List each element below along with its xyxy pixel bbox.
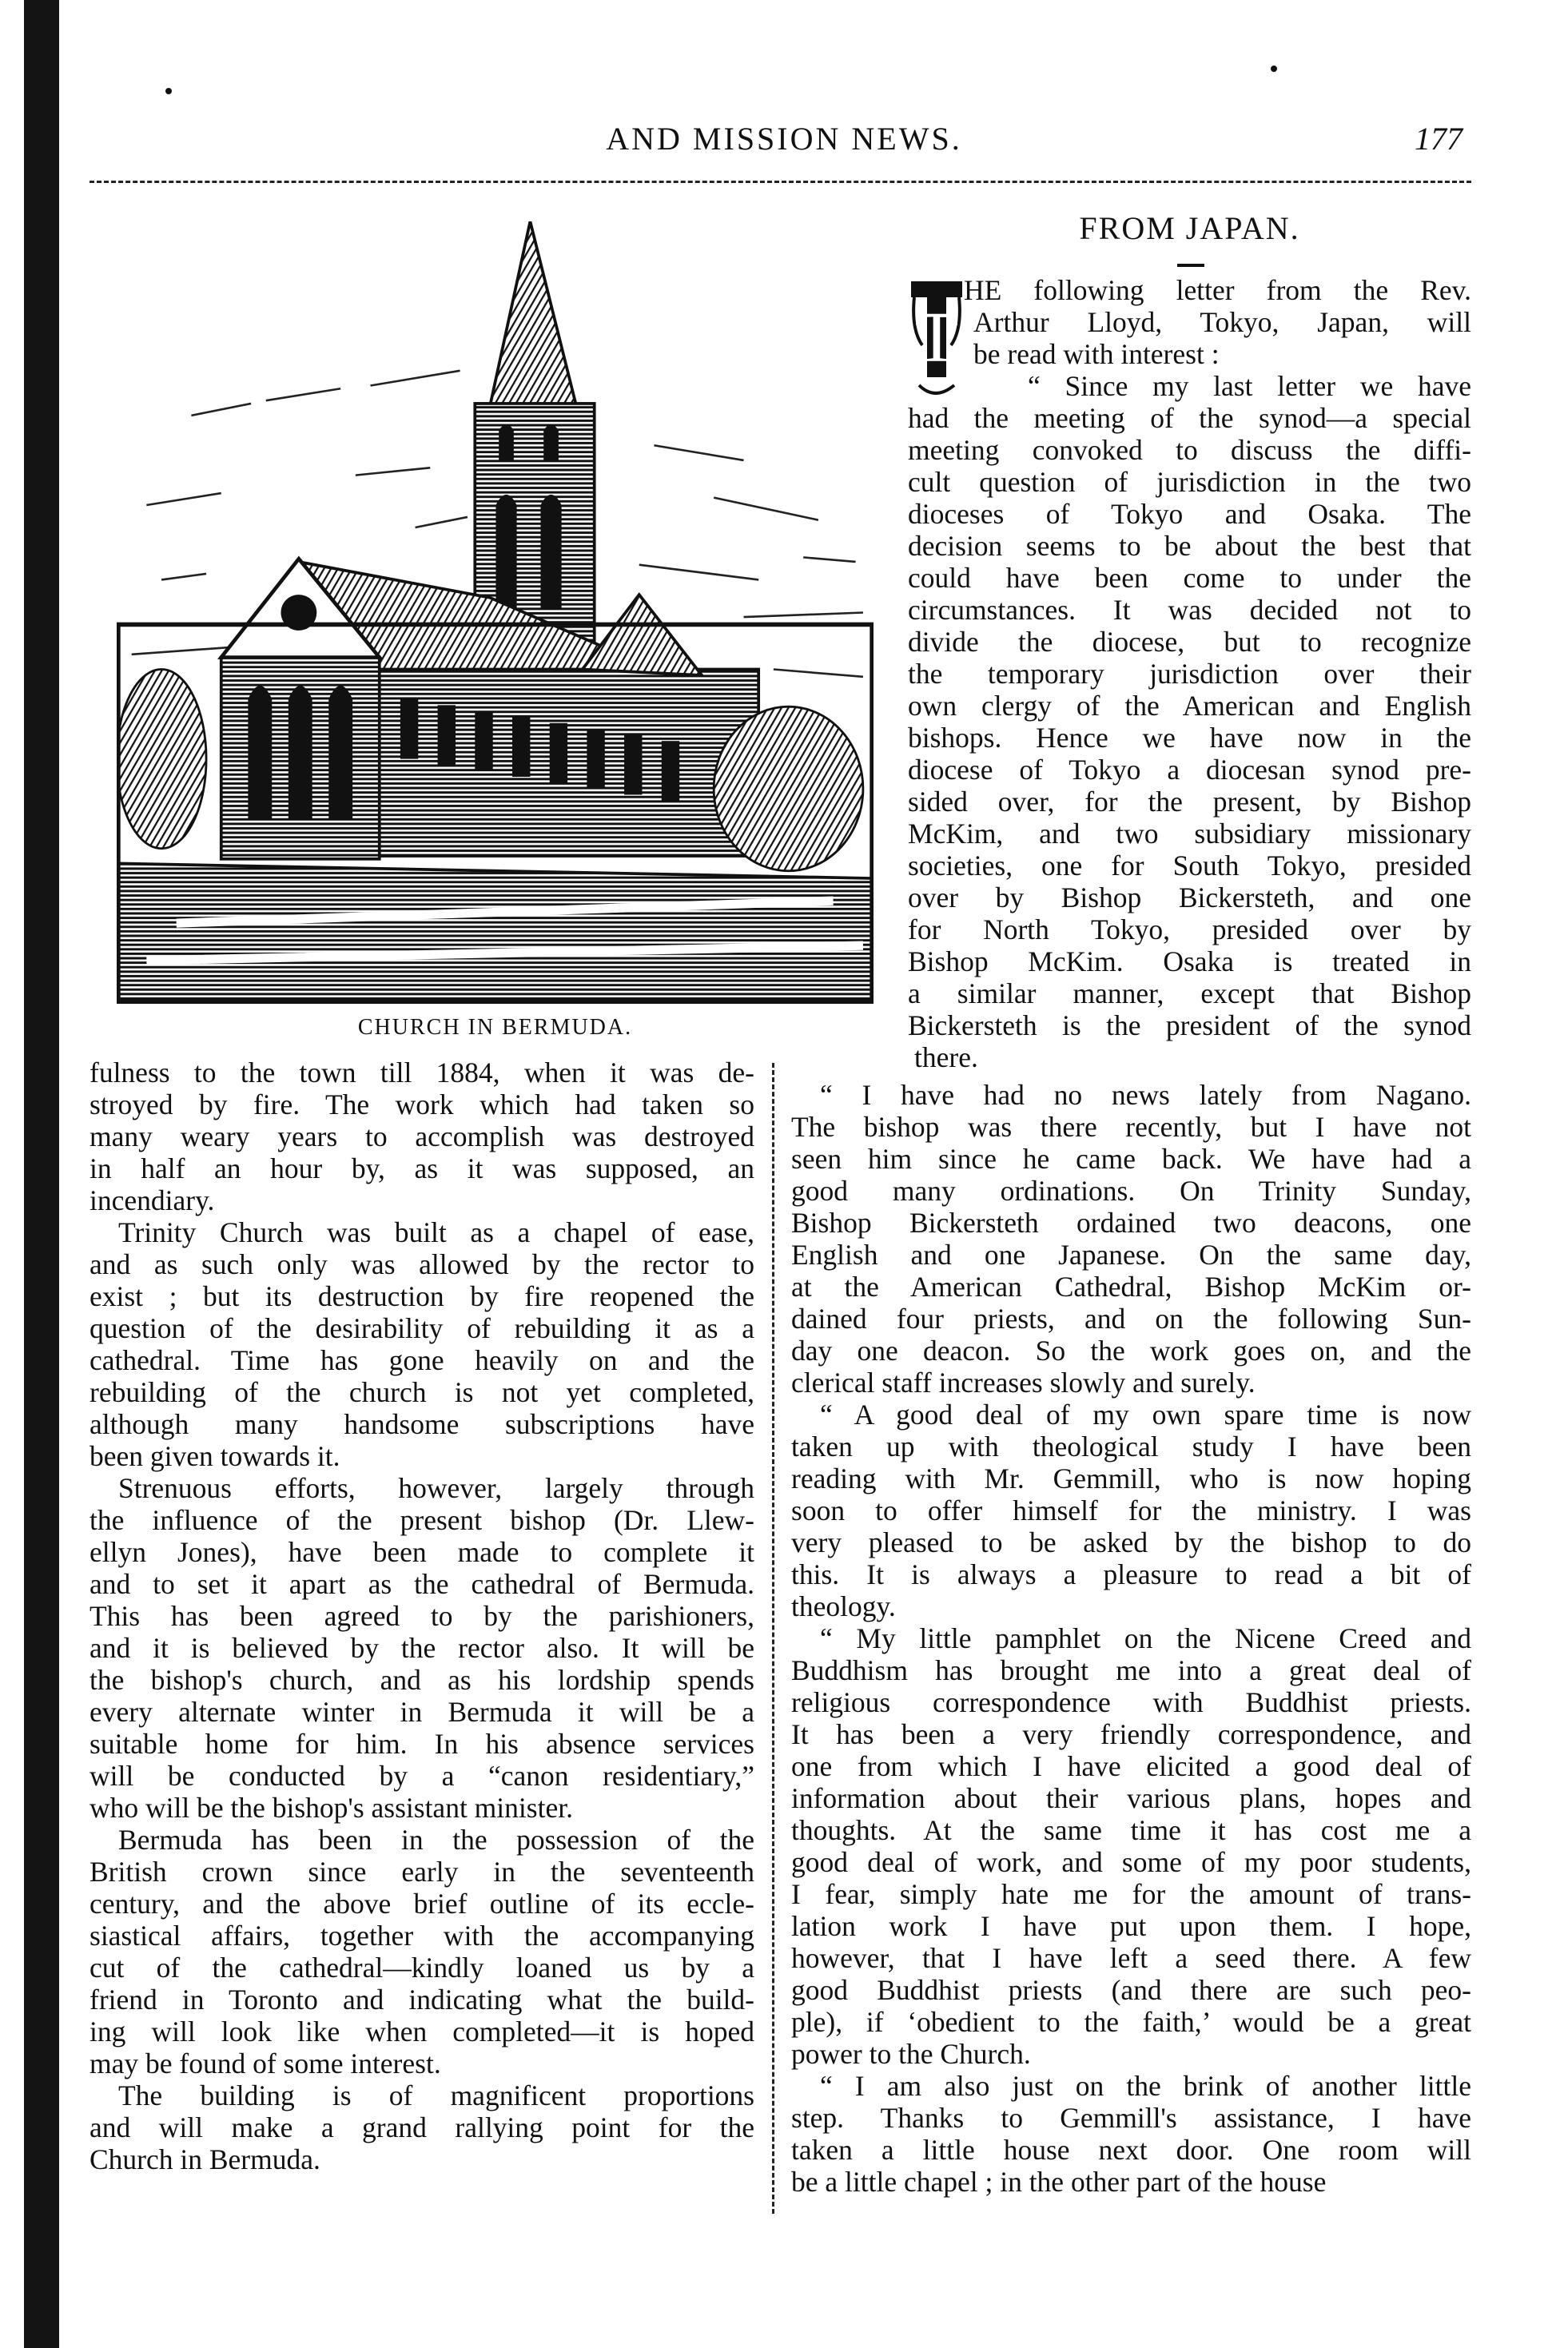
text-line: It has been a very friendly correspondence, and [791, 1718, 1471, 1750]
text-line: century, and the above brief outline of its eccle- [90, 1888, 754, 1920]
text-line: fulness to the town till 1884, when it was de- [90, 1057, 754, 1088]
text-line: “ My little pamphlet on the Nicene Creed and [820, 1622, 1471, 1654]
text-line: many weary years to accomplish was destroyed [90, 1120, 754, 1152]
ground [117, 863, 874, 1004]
text-line: and it is believed by the rector also. It will be [90, 1632, 754, 1664]
text-line: cut of the cathedral—kindly loaned us by a [90, 1952, 754, 1984]
text-line: English and one Japanese. On the same day, [791, 1239, 1471, 1271]
text-line: power to the Church. [791, 2038, 1031, 2070]
text-line: exist ; but its destruction by fire reopened the [90, 1280, 754, 1312]
text-line: cult question of jurisdiction in the two [908, 466, 1471, 498]
text-line: “ Since my last letter we have [1028, 370, 1471, 402]
text-line: McKim, and two subsidiary missionary [908, 818, 1471, 850]
text-line: good deal of work, and some of my poor students, [791, 1846, 1471, 1878]
text-line: rebuilding of the church is not yet completed, [90, 1376, 754, 1408]
text-line: in half an hour by, as it was supposed, an [90, 1152, 754, 1184]
text-line: thoughts. At the same time it has cost me a [791, 1814, 1471, 1846]
text-line: been given towards it. [90, 1440, 340, 1472]
spire [490, 221, 576, 407]
text-line: Bishop McKim. Osaka is treated in [908, 945, 1471, 977]
text-line: Bermuda has been in the possession of the [118, 1824, 754, 1856]
print-speck [165, 88, 172, 94]
text-line: be read with interest : [973, 338, 1220, 370]
scan-edge-bar [24, 0, 59, 2348]
text-line: may be found of some interest. [90, 2048, 441, 2079]
text-line: a similar manner, except that Bishop [908, 977, 1471, 1009]
text-line: religious correspondence with Buddhist priests. [791, 1686, 1471, 1718]
text-line: will be conducted by a “canon residentiary,” [90, 1760, 754, 1792]
text-line: at the American Cathedral, Bishop McKim or- [791, 1271, 1471, 1303]
text-line: lation work I have put upon them. I hope, [791, 1910, 1471, 1942]
text-line: the influence of the present bishop (Dr. Llew- [90, 1504, 754, 1536]
text-line: bishops. Hence we have now in the [908, 722, 1471, 754]
text-line: British crown since early in the seventeenth [90, 1856, 754, 1888]
text-line: and to set it apart as the cathedral of Bermuda. [90, 1568, 754, 1600]
text-line: the bishop's church, and as his lordship spends [90, 1664, 754, 1696]
text-line: clerical staff increases slowly and surely. [791, 1367, 1256, 1399]
text-line: over by Bishop Bickersteth, and one [908, 881, 1471, 913]
text-line: ple), if ‘obedient to the faith,’ would be a great [791, 2006, 1471, 2038]
text-line: friend in Toronto and indicating what the build- [90, 1984, 754, 2016]
text-line: for North Tokyo, presided over by [908, 913, 1471, 945]
text-line: taken up with theological study I have been [791, 1431, 1471, 1463]
text-line: divide the diocese, but to recognize [908, 626, 1471, 658]
text-line: This has been agreed to by the parishioners, [90, 1600, 754, 1632]
text-line: Trinity Church was built as a chapel of ease, [118, 1216, 754, 1248]
text-line: meeting convoked to discuss the diffi- [908, 434, 1471, 466]
text-line: suitable home for him. In his absence services [90, 1728, 754, 1760]
title-dash [1177, 264, 1204, 267]
text-line: Bickersteth is the president of the synod [908, 1009, 1471, 1041]
text-line: ellyn Jones), have been made to complete it [90, 1536, 754, 1568]
text-line: dioceses of Tokyo and Osaka. The [908, 498, 1471, 530]
text-line: very pleased to be asked by the bishop to do [791, 1526, 1471, 1558]
text-line: I fear, simply hate me for the amount of trans- [791, 1878, 1471, 1910]
print-speck [1271, 66, 1277, 72]
illustration-caption: CHURCH IN BERMUDA. [357, 1015, 633, 1040]
text-line: reading with Mr. Gemmill, who is now hoping [791, 1463, 1471, 1494]
text-line: this. It is always a pleasure to read a bit of [791, 1558, 1471, 1590]
right-column-lower [791, 1079, 1471, 2198]
text-line: sided over, for the present, by Bishop [908, 786, 1471, 818]
text-line: be a little chapel ; in the other part of the house [791, 2166, 1327, 2198]
text-line: “ A good deal of my own spare time is now [820, 1399, 1471, 1431]
text-line: could have been come to under the [908, 562, 1471, 594]
text-line: step. Thanks to Gemmill's assistance, I have [791, 2102, 1471, 2134]
drop-cap-letter: T [914, 298, 959, 377]
text-line: good Buddhist priests (and there are such peo- [791, 1974, 1471, 2006]
header-rule [90, 181, 1471, 183]
text-line: circumstances. It was decided not to [908, 594, 1471, 626]
text-line: every alternate winter in Bermuda it will be a [90, 1696, 754, 1728]
text-line: Strenuous efforts, however, largely through [118, 1472, 754, 1504]
text-line: theology. [791, 1590, 896, 1622]
text-line: and as such only was allowed by the rector to [90, 1248, 754, 1280]
page-number: 177 [1415, 121, 1463, 157]
text-line: incendiary. [90, 1184, 215, 1216]
transept-windows [248, 686, 352, 818]
text-line: good many ordinations. On Trinity Sunday, [791, 1175, 1471, 1207]
text-line: “ I have had no news lately from Nagano. [820, 1079, 1471, 1111]
right-transept [583, 595, 702, 675]
text-line: The bishop was there recently, but I have not [791, 1111, 1471, 1143]
text-line: societies, one for South Tokyo, presided [908, 850, 1471, 881]
text-line: who will be the bishop's assistant minister. [90, 1792, 573, 1824]
text-line: “ I am also just on the brink of another little [820, 2070, 1471, 2102]
text-line: there. [914, 1041, 978, 1073]
text-line: cathedral. Time has gone heavily on and the [90, 1344, 754, 1376]
text-line: stroyed by fire. The work which had taken so [90, 1088, 754, 1120]
text-line: The building is of magnificent proportions [118, 2079, 754, 2111]
text-line: the temporary jurisdiction over their [908, 658, 1471, 690]
text-line: seen him since he came back. We have had a [791, 1143, 1471, 1175]
text-line: Buddhism has brought me into a great deal of [791, 1654, 1471, 1686]
text-line: ing will look like when completed—it is hoped [90, 2016, 754, 2048]
right-column-upper [908, 274, 1471, 1073]
column-divider [772, 1063, 774, 2214]
text-line: soon to offer himself for the ministry. I was [791, 1494, 1471, 1526]
church-illustration [117, 221, 874, 1004]
text-line: own clergy of the American and English [908, 690, 1471, 722]
text-line: had the meeting of the synod—a special [908, 402, 1471, 434]
text-line: although many handsome subscriptions have [90, 1408, 754, 1440]
text-line: diocese of Tokyo a diocesan synod pre- [908, 754, 1471, 786]
text-line: dained four priests, and on the following Sun- [791, 1303, 1471, 1335]
text-line: taken a little house next door. One room will [791, 2134, 1471, 2166]
text-line: decision seems to be about the best that [908, 530, 1471, 562]
text-line: Church in Bermuda. [90, 2143, 320, 2175]
running-head: AND MISSION NEWS. [606, 121, 962, 157]
text-line: however, that I have left a seed there. A few [791, 1942, 1471, 1974]
text-line: Arthur Lloyd, Tokyo, Japan, will [973, 306, 1471, 338]
text-line: Bishop Bickersteth ordained two deacons, one [791, 1207, 1471, 1239]
text-line: day one deacon. So the work goes on, and the [791, 1335, 1471, 1367]
text-line: siastical affairs, together with the accompanying [90, 1920, 754, 1952]
text-line: HE following letter from the Rev. [964, 274, 1471, 306]
text-line: one from which I have elicited a good deal of [791, 1750, 1471, 1782]
text-line: question of the desirability of rebuilding it as a [90, 1312, 754, 1344]
section-title: FROM JAPAN. [1079, 210, 1300, 246]
left-column [90, 1057, 754, 2175]
nave-wall [378, 669, 758, 856]
text-line: information about their various plans, hopes and [791, 1782, 1471, 1814]
text-line: and will make a grand rallying point for the [90, 2111, 754, 2143]
